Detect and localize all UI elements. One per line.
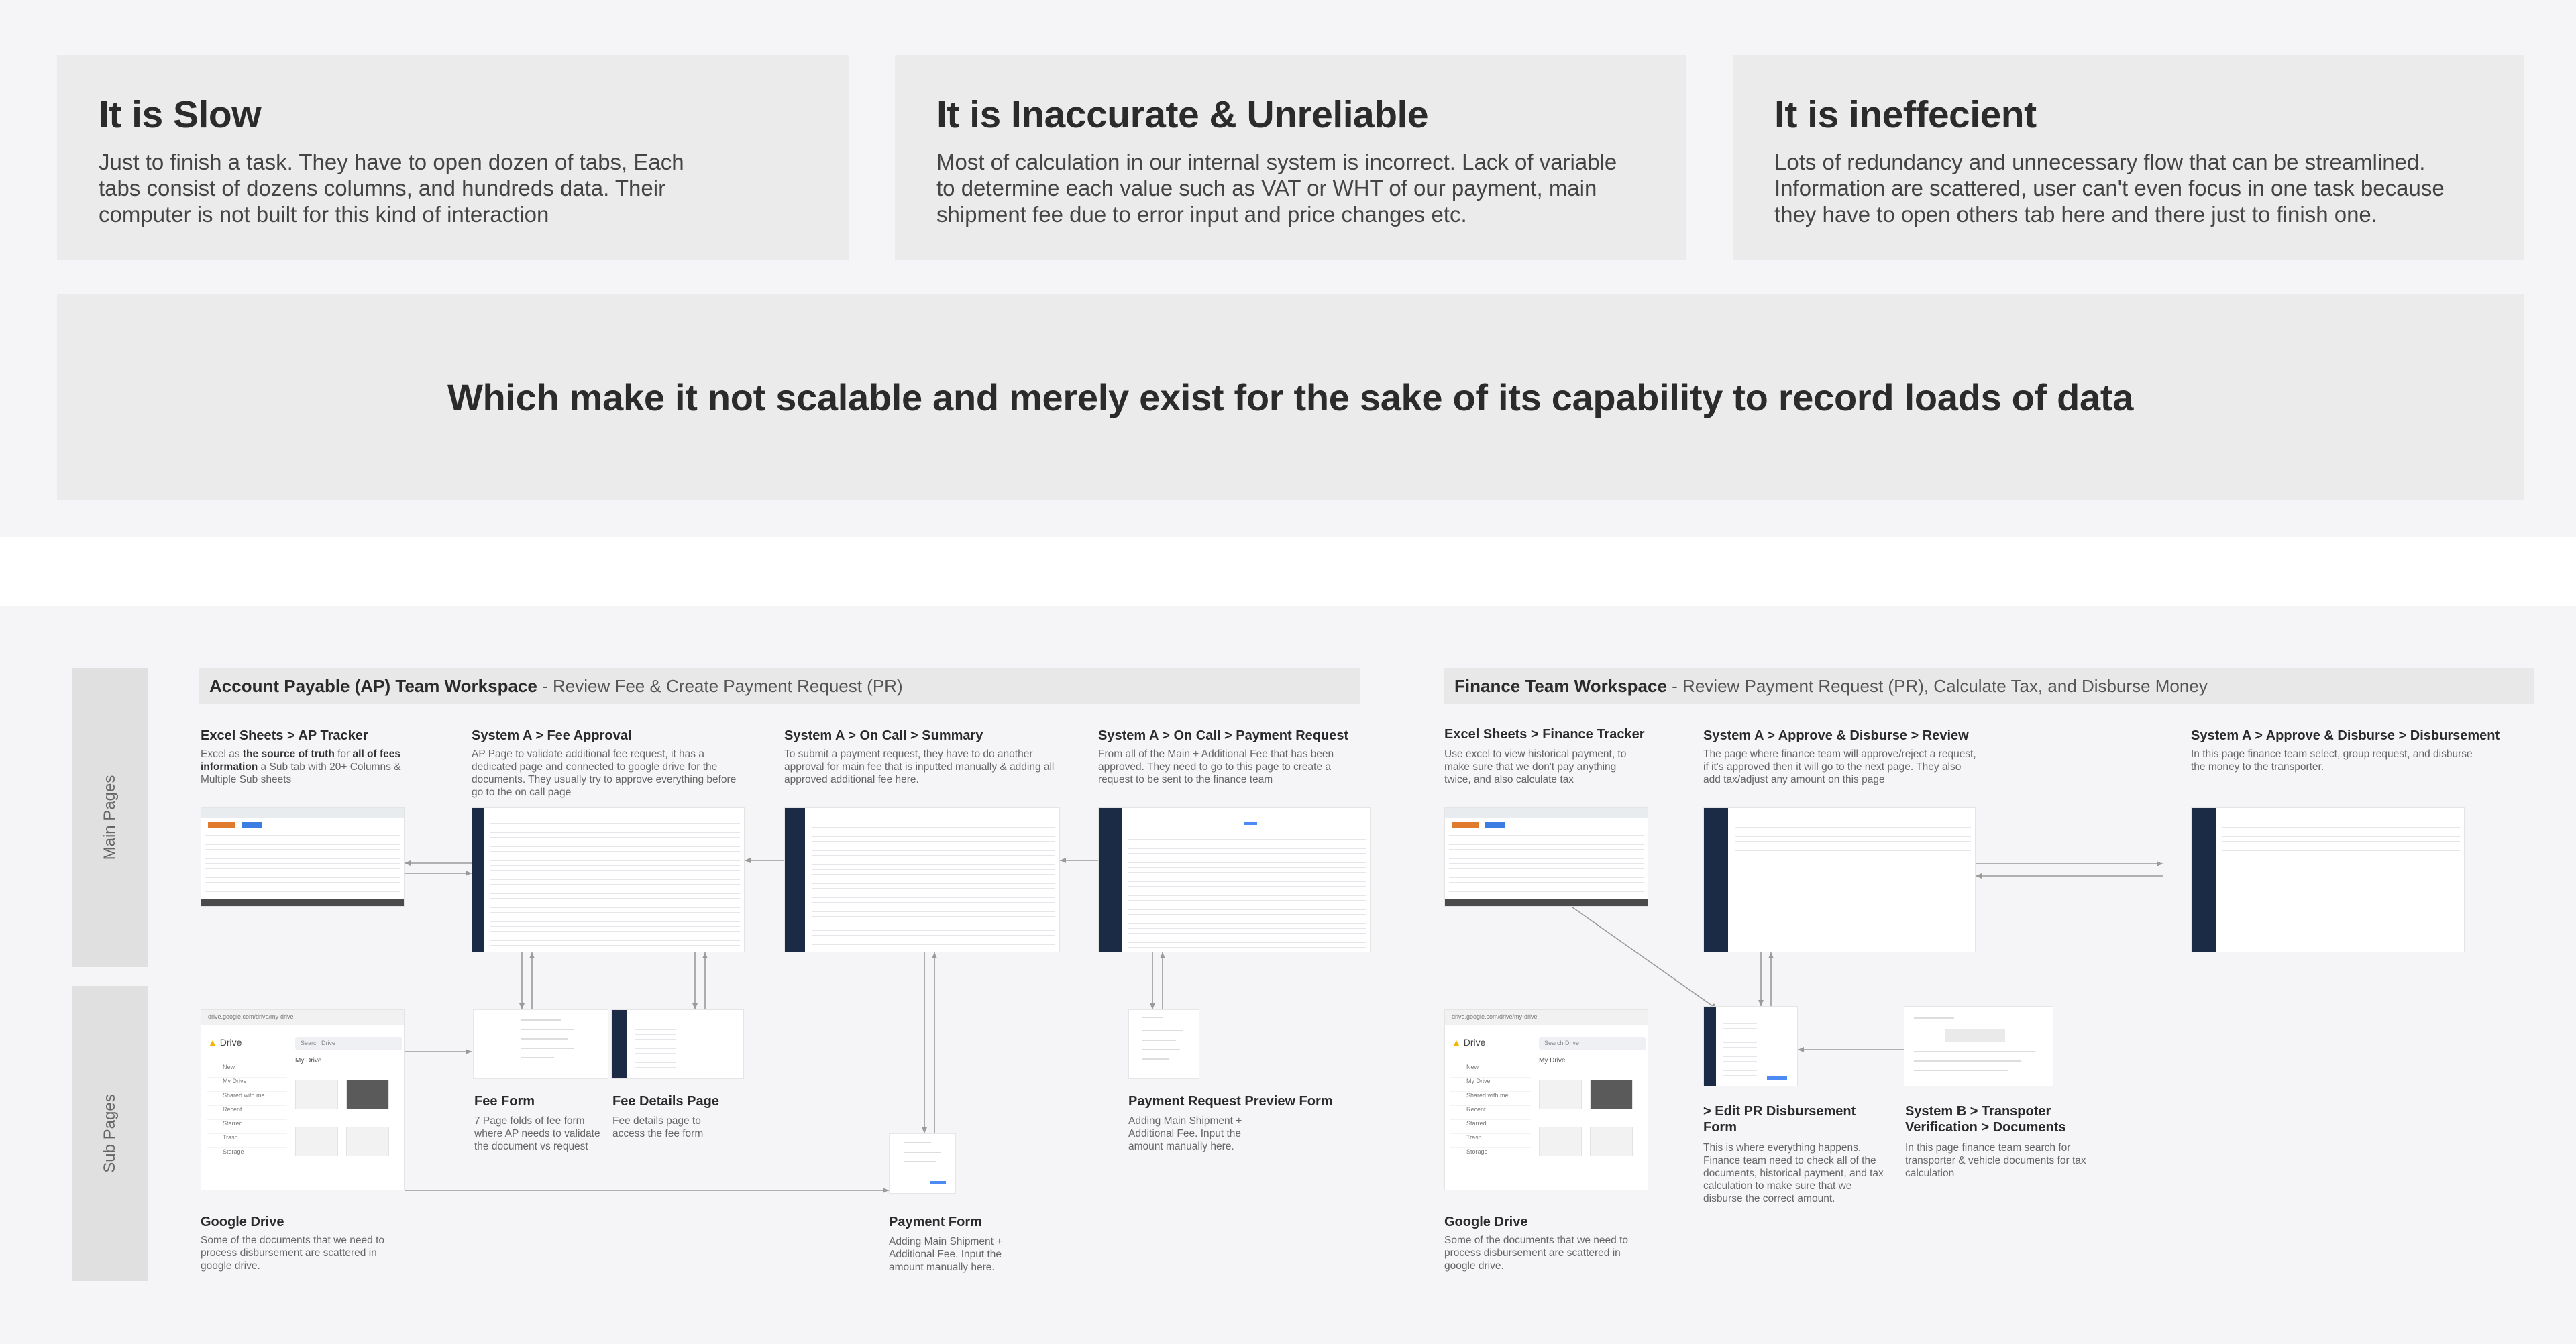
spreadsheet-rows	[205, 831, 400, 895]
drive-nav-item: New	[207, 1064, 287, 1078]
finance-workspace-header	[1444, 668, 2534, 704]
drive-icon: ▲	[1452, 1037, 1461, 1048]
problem-title: It is Inaccurate & Unreliable	[936, 93, 1429, 136]
desc-bold: the source of truth	[242, 748, 335, 760]
ap-workspace-header	[199, 668, 1360, 704]
row-label-text: Sub Pages	[100, 1094, 119, 1173]
form-line	[521, 1019, 561, 1021]
node-title: Fee Form	[474, 1094, 535, 1109]
workspace-subtitle: - Review Payment Request (PR), Calculate Tax, and Disburse Money	[1666, 676, 2208, 696]
node-title: > Edit PR Disbursement Form	[1703, 1104, 1856, 1135]
blue-cell	[1485, 822, 1505, 828]
drive-nav-item: Starred	[1450, 1120, 1531, 1134]
desc-text: a Sub tab with 20+ Columns & Multiple Sub sheets	[201, 761, 401, 785]
edit-pr-disbursement-screenshot	[1703, 1006, 1798, 1086]
desc-text: Excel as	[201, 748, 243, 760]
drive-nav-item: Recent	[207, 1106, 287, 1120]
drive-file	[346, 1080, 389, 1109]
browser-url-bar: drive.google.com/drive/my-drive	[1445, 1010, 1648, 1025]
problem-body-line: Just to finish a task. They have to open dozen of tabs, Each	[99, 150, 684, 174]
form-line	[1142, 1017, 1163, 1018]
connector	[1570, 905, 1717, 1009]
arrowhead	[1758, 1000, 1764, 1006]
drive-main	[1539, 1057, 1642, 1178]
workspace-name: Finance Team Workspace	[1454, 676, 1667, 696]
desc-bold: all of fees information	[201, 748, 401, 773]
drive-nav-item: New	[1450, 1064, 1531, 1078]
google-drive-screenshot	[1444, 1009, 1648, 1190]
drive-main	[295, 1057, 398, 1178]
node-desc: Some of the documents that we need to process disbursement are scattered in google drive.	[201, 1235, 385, 1272]
node-title: System B > Transpoter Verification > Documents	[1905, 1104, 2066, 1135]
drive-nav-item: Trash	[207, 1134, 287, 1148]
node-title: Payment Request Preview Form	[1128, 1094, 1333, 1109]
approve-disbursement-screenshot	[2191, 807, 2465, 952]
drive-search: Search Drive	[295, 1037, 402, 1050]
sidebar	[1704, 808, 1728, 952]
form-line	[1914, 1070, 2008, 1071]
sidebar	[612, 1010, 627, 1078]
drive-nav-item: Starred	[207, 1120, 287, 1134]
transporter-documents-screenshot	[1904, 1006, 2053, 1086]
node-title: System A > Fee Approval	[472, 728, 632, 743]
problem-body-line: to determine each value such as VAT or WHT of our payment, main	[936, 176, 1597, 201]
node-desc: Some of the documents that we need to process disbursement are scattered in google drive.	[1444, 1235, 1629, 1272]
form-line	[1142, 1040, 1176, 1041]
browser-url-bar: drive.google.com/drive/my-drive	[201, 1010, 404, 1025]
fee-approval-screenshot	[472, 807, 745, 952]
sidebar	[785, 808, 805, 952]
problem-body-line: Most of calculation in our internal system is incorrect. Lack of variable	[936, 150, 1617, 174]
drive-file	[346, 1127, 389, 1156]
form-line	[1142, 1030, 1183, 1031]
drive-nav-item: Storage	[1450, 1148, 1531, 1162]
drive-nav-item: Shared with me	[1450, 1092, 1531, 1106]
node-title: System A > On Call > Summary	[784, 728, 983, 743]
sheet-tabs	[1445, 899, 1648, 906]
google-drive-screenshot	[201, 1009, 405, 1190]
arrowhead	[529, 952, 535, 958]
drive-nav-item: Recent	[1450, 1106, 1531, 1120]
problem-title: It is Slow	[99, 93, 262, 136]
form-line	[1142, 1058, 1169, 1060]
pr-preview-screenshot	[1128, 1009, 1199, 1079]
row-label-main-pages	[72, 668, 148, 967]
arrowhead	[883, 1188, 889, 1193]
orange-cell	[1452, 822, 1479, 828]
excel-ap-tracker-screenshot	[201, 807, 405, 907]
payment-request-screenshot	[1098, 807, 1371, 952]
drive-app-name: Drive	[1463, 1037, 1486, 1048]
orange-cell	[208, 822, 235, 828]
approve-review-screenshot	[1703, 807, 1976, 952]
node-desc: To submit a payment request, they have to do another approval for main fee that is inputted manually & adding all approved additional fee here.	[784, 748, 1055, 785]
node-desc: Fee details page to access the fee form	[612, 1115, 704, 1139]
drive-nav	[1450, 1064, 1531, 1162]
node-title: Fee Details Page	[612, 1094, 719, 1109]
header-rows	[2222, 823, 2460, 851]
drive-nav-item: Trash	[1450, 1134, 1531, 1148]
node-title: Payment Form	[889, 1215, 982, 1229]
sheet-tabs	[201, 899, 404, 906]
form-line	[1914, 1060, 2021, 1062]
fee-form-screenshot	[473, 1009, 608, 1079]
drive-file	[1539, 1127, 1582, 1156]
arrowhead	[466, 1049, 472, 1054]
node-desc: Adding Main Shipment + Additional Fee. Input the amount manually here.	[889, 1236, 1003, 1273]
problem-body-line: they have to open others tab here and there just to finish one.	[1774, 202, 2377, 227]
node-desc: Use excel to view historical payment, to make sure that we don't pay anything twice, and also calculate tax	[1444, 748, 1627, 785]
excel-finance-tracker-screenshot	[1444, 807, 1648, 907]
detail-rows	[635, 1021, 676, 1074]
drive-file	[1539, 1080, 1582, 1109]
problem-body-line: computer is not built for this kind of interaction	[99, 202, 549, 227]
form-line	[521, 1057, 554, 1058]
node-desc: 7 Page folds of fee form where AP needs to validate the document vs request	[474, 1115, 600, 1152]
arrowhead	[519, 1003, 525, 1009]
header-rows	[1735, 823, 1971, 851]
toolbar	[1445, 808, 1648, 818]
drive-logo	[208, 1037, 241, 1048]
blue-button	[1244, 822, 1257, 825]
drive-folder-title: My Drive	[1539, 1057, 1566, 1064]
arrowhead	[692, 1003, 698, 1009]
form-line	[521, 1029, 574, 1030]
problem-body-line: Information are scattered, user can't even focus in one task because	[1774, 176, 2445, 201]
workspace-name: Account Payable (AP) Team Workspace	[209, 676, 537, 696]
problem-title: It is ineffecient	[1774, 93, 2037, 136]
arrowhead	[702, 952, 708, 958]
table-rows	[1128, 835, 1366, 948]
node-desc: This is where everything happens. Finance team need to check all of the documents, historical payment, and tax calculation to make sure that we disburse the correct amount.	[1703, 1142, 1884, 1205]
payment-form-screenshot	[889, 1133, 956, 1194]
form-line	[1914, 1017, 1954, 1019]
arrowhead	[1160, 952, 1165, 958]
form-line	[904, 1161, 936, 1162]
fee-details-screenshot	[611, 1009, 744, 1079]
blue-cell	[241, 822, 262, 828]
arrowhead	[1798, 1047, 1804, 1052]
node-title: System A > Approve & Disburse > Disbursement	[2191, 728, 2500, 743]
node-title: Google Drive	[201, 1215, 284, 1229]
node-desc: Adding Main Shipment + Additional Fee. Input the amount manually here.	[1128, 1115, 1242, 1152]
form-line	[904, 1142, 931, 1143]
form-line	[1142, 1049, 1180, 1050]
drive-file	[295, 1080, 338, 1109]
form-line	[1914, 1051, 2035, 1052]
document-preview	[1945, 1029, 2005, 1042]
drive-nav-item: Storage	[207, 1148, 287, 1162]
arrowhead	[932, 952, 937, 958]
row-label-sub-pages	[72, 986, 148, 1281]
drive-file	[1590, 1127, 1633, 1156]
sidebar	[2192, 808, 2216, 952]
drive-file	[1590, 1080, 1633, 1109]
arrowhead	[1060, 858, 1066, 863]
arrowhead	[1150, 1003, 1155, 1009]
arrowhead	[1976, 873, 1982, 879]
form-line	[904, 1152, 941, 1153]
save-button	[1767, 1076, 1787, 1080]
drive-file	[295, 1127, 338, 1156]
form-line	[521, 1038, 568, 1040]
drive-nav-item: Shared with me	[207, 1092, 287, 1106]
submit-button	[930, 1181, 946, 1184]
node-title: Excel Sheets > AP Tracker	[201, 728, 368, 743]
desc-text: for	[334, 748, 353, 760]
problem-body-line: tabs consist of dozens columns, and hundreds data. Their	[99, 176, 666, 201]
spreadsheet-rows	[1449, 831, 1644, 895]
conclusion-text: Which make it not scalable and merely exist for the sake of its capability to record loads of data	[447, 376, 2134, 418]
problem-body-line: Lots of redundancy and unnecessary flow that can be streamlined.	[1774, 150, 2426, 174]
node-desc: In this page finance team select, group request, and disburse the money to the transporter.	[2191, 748, 2473, 773]
drive-logo	[1452, 1037, 1485, 1048]
arrowhead	[405, 860, 411, 866]
node-desc: The page where finance team will approve/reject a request, if it's approved then it will go to the next page. They also add tax/adjust any amount on this page	[1703, 748, 1976, 785]
arrowhead	[2157, 861, 2163, 866]
sidebar	[1099, 808, 1122, 952]
drive-nav-item: My Drive	[1450, 1078, 1531, 1092]
drive-folder-title: My Drive	[295, 1057, 322, 1064]
form-rows	[1723, 1015, 1757, 1082]
row-label-text: Main Pages	[100, 775, 119, 860]
node-desc: From all of the Main + Additional Fee that has been approved. They need to go to this page to create a request to be sent to the finance team	[1098, 748, 1334, 785]
sidebar	[1704, 1007, 1716, 1086]
node-title: System A > Approve & Disburse > Review	[1703, 728, 1969, 743]
node-title: Google Drive	[1444, 1215, 1528, 1229]
drive-nav	[207, 1064, 287, 1162]
node-desc: In this page finance team search for transporter & vehicle documents for tax calculation	[1905, 1142, 2086, 1179]
table-rows	[490, 819, 740, 948]
arrowhead	[922, 1127, 927, 1133]
arrowhead	[466, 871, 472, 876]
drive-search: Search Drive	[1539, 1037, 1646, 1050]
drive-nav-item: My Drive	[207, 1078, 287, 1092]
arrowhead	[1768, 952, 1774, 958]
form-line	[521, 1048, 574, 1049]
node-title: System A > On Call > Payment Request	[1098, 728, 1349, 743]
toolbar	[201, 808, 404, 818]
node-desc: AP Page to validate additional fee request, it has a dedicated page and connected to google drive for the documents. They usually try to approve everything before go to the on call page	[472, 748, 737, 798]
node-title: Excel Sheets > Finance Tracker	[1444, 727, 1645, 742]
drive-app-name: Drive	[219, 1037, 242, 1048]
node-desc	[201, 748, 402, 786]
sidebar	[472, 808, 484, 952]
problem-body-line: shipment fee due to error input and price changes etc.	[936, 202, 1467, 227]
on-call-summary-screenshot	[784, 807, 1060, 952]
arrowhead	[745, 858, 751, 863]
drive-icon: ▲	[208, 1037, 217, 1048]
workspace-subtitle: - Review Fee & Create Payment Request (PR)	[537, 676, 903, 696]
table-rows	[812, 823, 1055, 948]
